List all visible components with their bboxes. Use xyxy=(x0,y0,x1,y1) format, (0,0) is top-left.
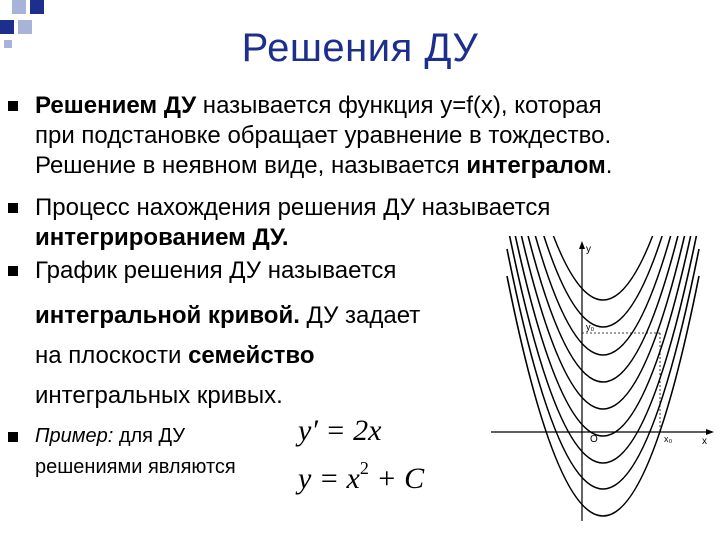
bullet-1-line-2: при подстановке обращает уравнение в тождество. xyxy=(35,122,612,149)
example-label: Пример: xyxy=(35,425,114,447)
bullet-marker xyxy=(8,101,18,111)
x0-label: x₀ xyxy=(664,434,673,444)
term-integral-curve: интегральной кривой. xyxy=(35,302,300,329)
bullet-1-line-1 xyxy=(35,92,602,120)
y0-label: y₀ xyxy=(586,322,595,332)
integral-curves-graph xyxy=(486,236,718,526)
bullet-4-line-2: решениями являются xyxy=(35,456,236,478)
bullet-marker xyxy=(8,432,18,442)
bullet-3-line-3 xyxy=(35,342,315,370)
term-family: семейство xyxy=(188,342,315,369)
formula-solution-rhs: + C xyxy=(368,462,425,495)
formula-exponent: 2 xyxy=(359,458,369,478)
formula-de-text: y′ = 2 xyxy=(298,414,369,447)
formula-de-var: x xyxy=(368,414,382,447)
x-axis-label: x xyxy=(702,436,707,447)
y-axis-label: y xyxy=(586,244,591,255)
bullet-1-text: называется функция y=f(x), которая xyxy=(196,92,602,119)
term-integral: интегралом xyxy=(466,152,606,179)
formula-de xyxy=(298,414,381,448)
bullet-marker xyxy=(8,203,18,213)
formula-solution-lhs: y = x xyxy=(298,462,360,495)
origin-label: O xyxy=(590,434,598,445)
term-integration: интегрированием ДУ. xyxy=(35,224,289,251)
bullet-3-line-4: интегральных кривых. xyxy=(35,382,283,409)
bullet-4-text: для ДУ xyxy=(113,425,186,447)
formula-solution xyxy=(298,458,425,496)
bullet-2-line-1: Процесс нахождения решения ДУ называется xyxy=(35,194,551,221)
term-solution: Решением ДУ xyxy=(35,92,197,119)
bullet-1-text: . xyxy=(605,152,613,179)
bullet-1-text: Решение в неявном виде, называется xyxy=(35,152,467,179)
bullet-2-line-2 xyxy=(35,224,289,252)
bullet-marker xyxy=(8,266,18,276)
bullet-1-line-3 xyxy=(35,152,612,180)
bullet-3-line-1: График решения ДУ называется xyxy=(35,257,397,284)
bullet-3-text: ДУ задает xyxy=(299,302,421,329)
slide-title: Решения ДУ xyxy=(241,26,479,70)
bullet-3-text: на плоскости xyxy=(35,342,189,369)
bullet-3-line-2 xyxy=(35,302,420,330)
bullet-4-line-1 xyxy=(35,424,185,448)
